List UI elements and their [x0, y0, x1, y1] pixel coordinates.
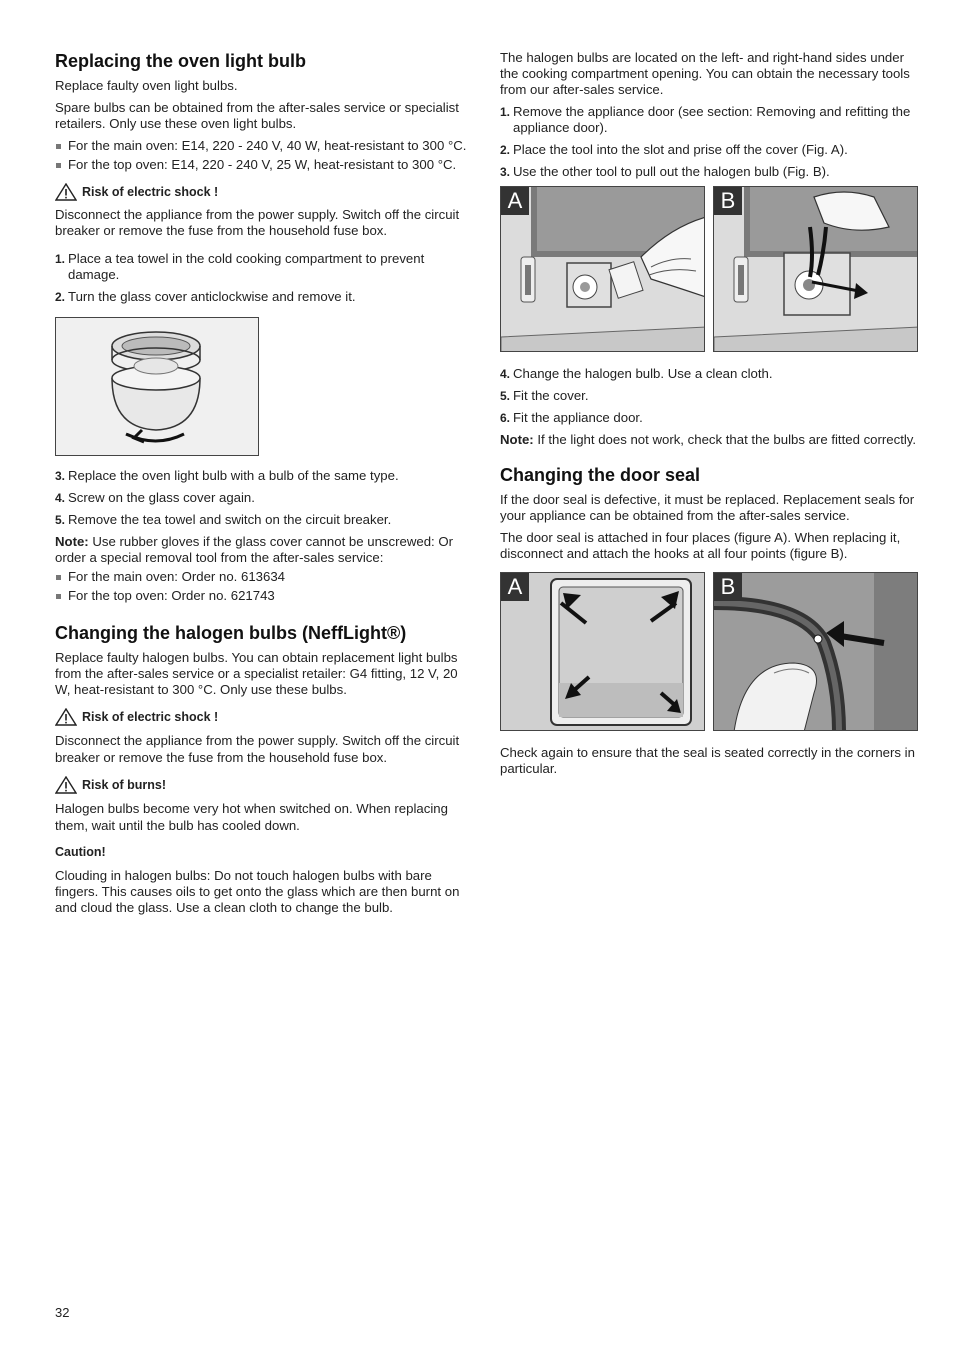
page-number: 32: [55, 1305, 70, 1320]
left-column: [55, 50, 475, 922]
paragraph: Spare bulbs can be obtained from the after-sales service or specialist retailers. Only use these oven light bulbs.: [55, 100, 459, 131]
door-seal-figure-a: [500, 572, 705, 731]
door-seal-figure-b: [713, 572, 918, 731]
section-title-oven-light: Replacing the oven light bulb: [55, 51, 307, 71]
halogen-figure-b: [713, 186, 918, 352]
list-item: 3. Replace the oven light bulb with a bulb of the same type.: [55, 468, 399, 483]
warning-heading: [55, 776, 475, 794]
warning-heading: [55, 183, 475, 201]
paragraph: If the door seal is defective, it must be replaced. Replacement seals for your appliance can be obtained from the after-sales service.: [500, 492, 915, 523]
caution-label: Caution!: [55, 845, 106, 859]
warning-triangle-icon: [55, 183, 77, 201]
list-item: 6. Fit the appliance door.: [500, 410, 643, 425]
warning-triangle-icon: [55, 708, 77, 726]
list-item: 4. Change the halogen bulb. Use a clean cloth.: [500, 366, 773, 381]
paragraph: Replace faulty halogen bulbs. You can obtain replacement light bulbs from the after-sales service or a specialist retailer: G4 fitting, 12 V, 20 W, heat-resistant to 300 °C. Only use these bulbs.: [55, 650, 458, 697]
warning-label: Risk of electric shock !: [82, 185, 219, 199]
halogen-bulb-illustration: [714, 187, 918, 352]
list-item: For the top oven: Order no. 621743: [55, 588, 475, 604]
warning-text: Disconnect the appliance from the power supply. Switch off the circuit breaker or remove the fuse from the household fuse box.: [55, 207, 460, 238]
glass-cover-illustration: [56, 318, 259, 456]
warning-heading: [55, 708, 475, 726]
list-item: 2. Turn the glass cover anticlockwise and remove it.: [55, 289, 356, 304]
warning-label: Risk of burns!: [82, 778, 167, 792]
figure-label-a: A: [501, 573, 529, 601]
bulb-spec-list: [55, 138, 475, 173]
steps-list: [55, 251, 475, 305]
list-item: For the main oven: Order no. 613634: [55, 569, 475, 585]
list-item: 5. Fit the cover.: [500, 388, 589, 403]
halogen-figure-a: [500, 186, 705, 352]
list-item: 1. Place a tea towel in the cold cooking compartment to prevent damage.: [55, 251, 425, 282]
steps-list: [500, 104, 918, 180]
order-list: [55, 569, 475, 604]
paragraph: The halogen bulbs are located on the left- and right-hand sides under the cooking compartment opening. You can obtain the necessary tools from our after-sales service.: [500, 50, 910, 97]
right-column: [500, 50, 918, 783]
list-item: 5. Remove the tea towel and switch on the circuit breaker.: [55, 512, 392, 527]
note: Note: If the light does not work, check that the bulbs are fitted correctly.: [500, 432, 917, 447]
list-item: For the top oven: E14, 220 - 240 V, 25 W, heat-resistant to 300 °C.: [55, 157, 475, 173]
warning-text: Halogen bulbs become very hot when switched on. When replacing them, wait until the bulb has cooled down.: [55, 801, 448, 833]
door-seal-hook-illustration: [714, 573, 918, 731]
glass-cover-figure: [55, 317, 259, 456]
section-title-halogen: Changing the halogen bulbs (NeffLight®): [55, 623, 407, 643]
door-seal-frame-illustration: [501, 573, 705, 731]
halogen-figures: [500, 186, 918, 352]
door-seal-figures: [500, 572, 918, 731]
halogen-cover-illustration: [501, 187, 705, 352]
paragraph: Replace faulty oven light bulbs.: [55, 78, 238, 93]
steps-list: [55, 468, 475, 528]
list-item: For the main oven: E14, 220 - 240 V, 40 W, heat-resistant to 300 °C.: [55, 138, 475, 154]
paragraph: Check again to ensure that the seal is seated correctly in the corners in particular.: [500, 745, 915, 776]
warning-text: Disconnect the appliance from the power supply. Switch off the circuit breaker or remove the fuse from the household fuse box.: [55, 733, 460, 765]
figure-label-b: B: [714, 187, 742, 215]
warning-label: Risk of electric shock !: [82, 710, 219, 724]
warning-triangle-icon: [55, 776, 77, 794]
list-item: 4. Screw on the glass cover again.: [55, 490, 255, 505]
list-item: 1. Remove the appliance door (see section: Removing and refitting the appliance door).: [500, 104, 911, 135]
list-item: 3. Use the other tool to pull out the halogen bulb (Fig. B).: [500, 164, 830, 179]
figure-label-a: A: [501, 187, 529, 215]
list-item: 2. Place the tool into the slot and prise off the cover (Fig. A).: [500, 142, 848, 157]
paragraph: The door seal is attached in four places (figure A). When replacing it, disconnect and attach the hooks at all four points (figure B).: [500, 530, 901, 561]
steps-list: [500, 366, 918, 426]
caution-text: Clouding in halogen bulbs: Do not touch halogen bulbs with bare fingers. This causes oils to get onto the glass which are then burnt on and cloud the glass. Use a clean cloth to change the bulb.: [55, 868, 460, 915]
figure-label-b: B: [714, 573, 742, 601]
section-title-door-seal: Changing the door seal: [500, 465, 701, 485]
note: Note: Use rubber gloves if the glass cover cannot be unscrewed: Or order a special removal tool from the after-sales service:: [55, 534, 454, 565]
